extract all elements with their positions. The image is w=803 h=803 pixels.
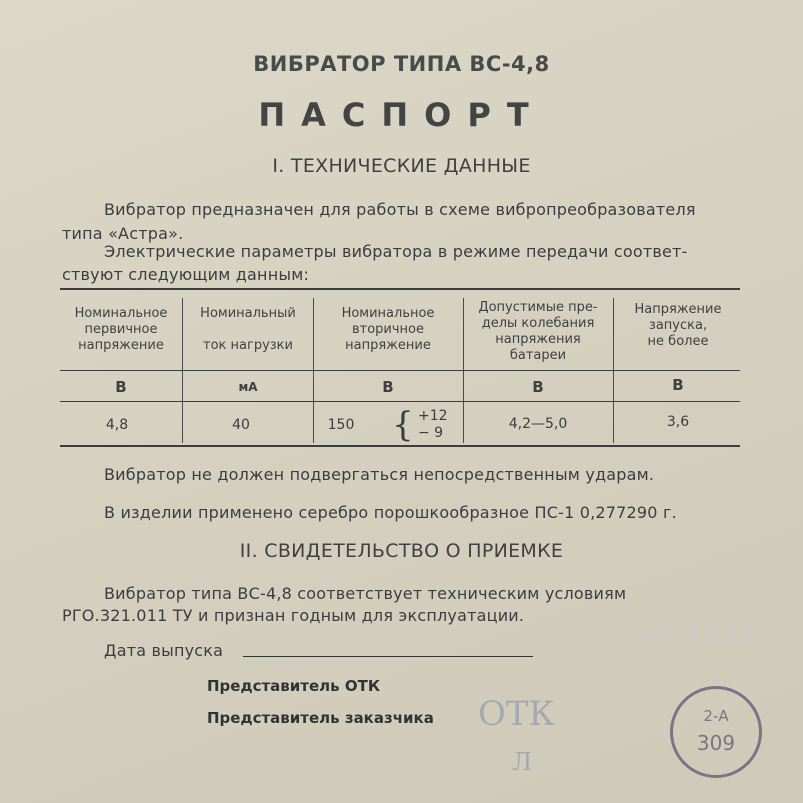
brace-symbol: { — [392, 405, 414, 445]
table-bottom-rule — [60, 445, 740, 447]
otk-representative: Представитель ОТК — [207, 677, 381, 695]
date-stamp: XII-1977 — [640, 622, 757, 650]
intro-line-2: типа «Астра». — [62, 224, 184, 243]
intro-line-1: Вибратор предназначен для работы в схеме вибропреобразователя — [104, 200, 696, 219]
section-acceptance-title: II. СВИДЕТЕЛЬСТВО О ПРИЕМКЕ — [239, 540, 564, 562]
customer-representative: Представитель заказчика — [207, 709, 434, 727]
value-cell: 4,2—5,0 — [508, 416, 568, 432]
acceptance-line-1: Вибратор типа ВС-4,8 соответствует техническим условиям — [104, 584, 627, 603]
tolerance-minus: − 9 — [418, 425, 444, 441]
table-column-divider — [182, 298, 183, 443]
table-header-rule — [60, 370, 740, 371]
release-date-underline — [243, 656, 533, 657]
release-date-label: Дата выпуска — [104, 641, 224, 660]
value-cell: 4,8 — [105, 417, 129, 433]
note-no-impact: Вибратор не должен подвергаться непосредственным ударам. — [104, 465, 655, 484]
table-top-rule — [60, 288, 740, 290]
round-stamp-number: 309 — [696, 731, 736, 755]
table-header-cell: Номинальный ток нагрузки — [200, 306, 296, 353]
table-column-divider — [613, 298, 614, 443]
table-header-cell: Напряжение запуска, не более — [634, 302, 722, 349]
unit-cell: В — [115, 378, 127, 396]
table-column-divider — [463, 298, 464, 443]
document-title: ПАСПОРТ — [258, 96, 545, 134]
table-header-cell: Номинальное вторичное напряжение — [341, 306, 435, 353]
table-column-divider — [313, 298, 314, 443]
section-technical-data-title: I. ТЕХНИЧЕСКИЕ ДАННЫЕ — [272, 155, 531, 177]
tolerance-plus: +12 — [418, 408, 448, 424]
product-title: ВИБРАТОР ТИПА ВС-4,8 — [253, 52, 550, 76]
unit-cell: В — [672, 376, 684, 394]
unit-cell: В — [382, 378, 394, 396]
round-stamp-top: 2-А — [703, 707, 729, 725]
round-stamp — [670, 686, 762, 778]
unit-cell: мА — [238, 380, 258, 394]
otk-stamp: ОТК — [478, 694, 555, 734]
acceptance-line-2: РГО.321.011 ТУ и признан годным для эксплуатации. — [62, 606, 525, 625]
otk-stamp-mark: Л — [512, 748, 533, 776]
value-cell: 3,6 — [666, 414, 690, 430]
intro-line-3: Электрические параметры вибратора в режиме передачи соответ- — [104, 242, 688, 261]
table-header-cell: Номинальное первичное напряжение — [74, 306, 168, 353]
value-cell: 40 — [232, 417, 250, 433]
table-header-cell: Допустимые пре- делы колебания напряжения батареи — [478, 300, 598, 363]
table-units-rule — [60, 401, 740, 402]
intro-line-4: ствуют следующим данным: — [62, 265, 310, 284]
note-silver: В изделии применено серебро порошкообразное ПС-1 0,277290 г. — [104, 503, 677, 522]
value-cell: 150 — [327, 417, 355, 433]
unit-cell: В — [532, 378, 544, 396]
